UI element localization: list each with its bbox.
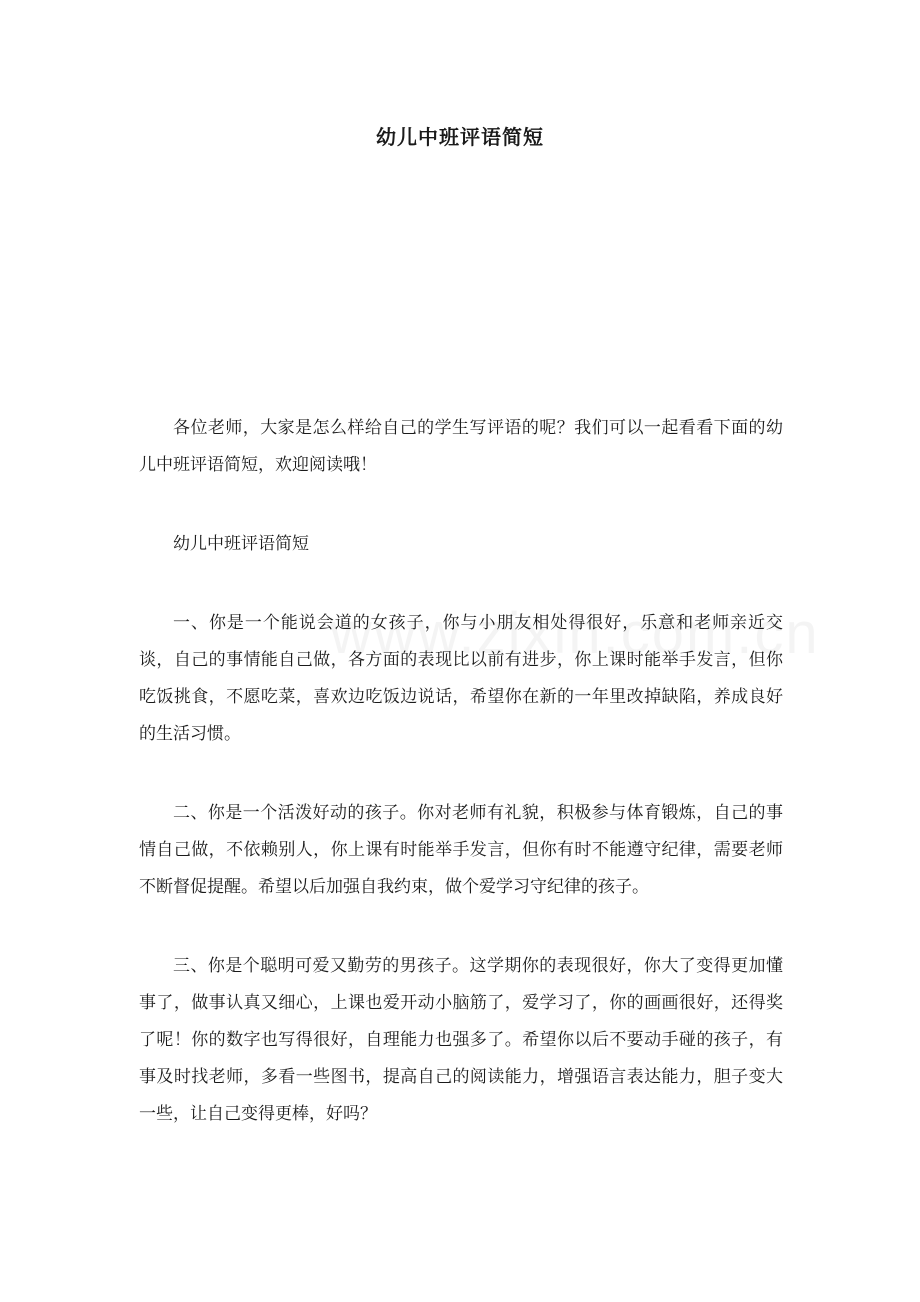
section-heading: 幼儿中班评语简短 [173, 534, 309, 554]
spacer [139, 484, 783, 526]
comment-paragraph-3: 三、你是个聪明可爱又勤劳的男孩子。这学期你的表现很好，你大了变得更加懂事了，做事认真又细心，上课也爱开动小脑筋了，爱学习了，你的画画很好，还得奖了呢！你的数字也写得很好，自理能力也强多了。希望你以后不要动手碰的孩子，有事及时找老师，多看一些图书，提高自己的阅读能力，增强语言表达能力，胆子变大一些，让自己变得更棒，好吗？ [139, 956, 783, 1124]
document-title: 幼儿中班评语简短 [376, 125, 544, 149]
comment-paragraph-2: 二、你是一个活泼好动的孩子。你对老师有礼貌，积极参与体育锻炼，自己的事情自己做，不依赖别人，你上课有时能举手发言，但你有时不能遵守纪律，需要老师不断督促提醒。希望以后加强自我约束，做个爱学习守纪律的孩子。 [139, 803, 783, 897]
document-body [139, 410, 783, 1133]
spacer [139, 753, 783, 795]
spacer [139, 906, 783, 948]
spacer [139, 563, 783, 605]
intro-paragraph: 各位老师，大家是怎么样给自己的学生写评语的呢？我们可以一起看看下面的幼儿中班评语简短，欢迎阅读哦！ [139, 418, 783, 475]
comment-paragraph-1: 一、你是一个能说会道的女孩子，你与小朋友相处得很好，乐意和老师亲近交谈，自己的事情能自己做，各方面的表现比以前有进步，你上课时能举手发言，但你吃饭挑食，不愿吃菜，喜欢边吃饭边说话，希望你在新的一年里改掉缺陷，养成良好的生活习惯。 [139, 613, 783, 744]
